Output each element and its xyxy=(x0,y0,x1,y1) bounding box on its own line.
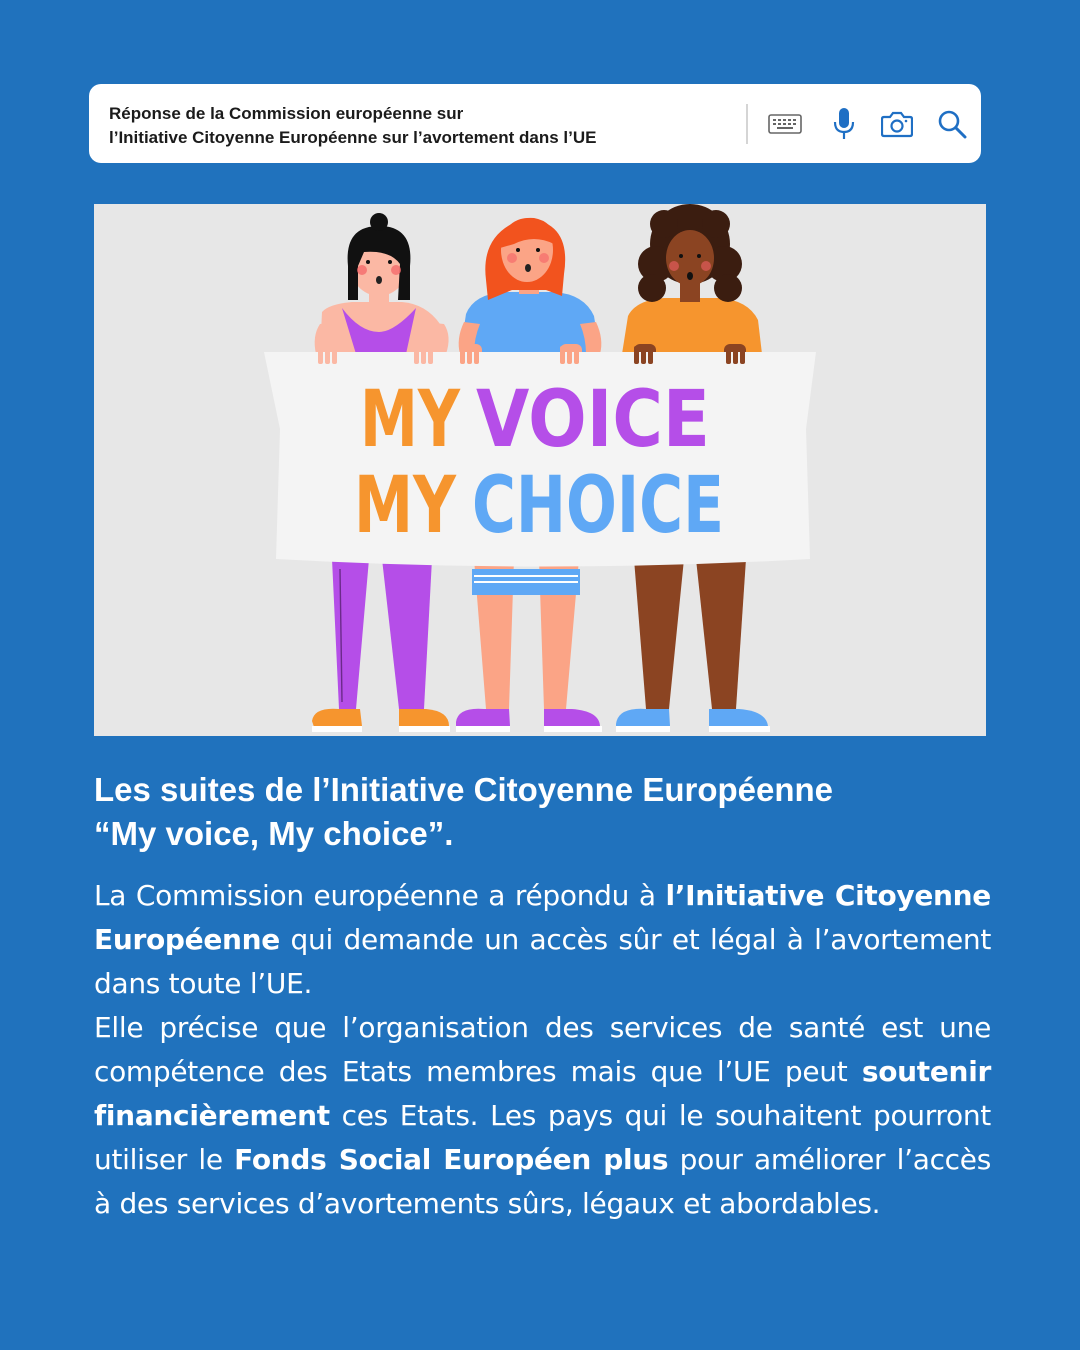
microphone-icon[interactable] xyxy=(829,104,859,144)
sign-text-choice: CHOICE xyxy=(472,461,724,551)
search-icon[interactable] xyxy=(934,104,970,144)
sign-text-my-2: MY xyxy=(354,461,458,551)
search-query-line1: Réponse de la Commission européenne sur xyxy=(109,104,464,123)
body-bold-segment: soutenir financièrement xyxy=(94,1055,991,1132)
search-query-line2: l’Initiative Citoyenne Européenne sur l’avortement dans l’UE xyxy=(109,128,597,147)
camera-icon[interactable] xyxy=(879,104,915,144)
sign-text-voice: VOICE xyxy=(476,375,710,465)
search-query-text[interactable] xyxy=(109,102,734,150)
body-paragraph-2 xyxy=(94,1006,991,1226)
heading-line1: Les suites de l’Initiative Citoyenne Européenne xyxy=(94,771,834,808)
body-bold-segment: l’Initiative Citoyenne Européenne xyxy=(94,879,991,956)
body-text-segment: pour améliorer l’accès à des services d’avortements sûrs, légaux et abordables. xyxy=(94,1143,991,1220)
body-text-segment: ces Etats. Les pays qui le souhaitent pourront utiliser le xyxy=(94,1099,991,1176)
body-text-segment: La Commission européenne a répondu à xyxy=(94,879,666,912)
search-divider xyxy=(746,104,748,144)
body-text-segment: Elle précise que l’organisation des services de santé est une compétence des Etats membres mais que l’UE peut xyxy=(94,1011,991,1088)
protest-illustration-svg xyxy=(94,204,986,736)
sign-text-my-1: MY xyxy=(360,375,462,465)
article-heading xyxy=(94,768,994,856)
protest-illustration xyxy=(94,204,986,736)
keyboard-icon[interactable] xyxy=(764,104,806,144)
body-paragraph-1 xyxy=(94,874,991,1006)
article-body xyxy=(94,874,991,1226)
search-bar[interactable] xyxy=(89,84,981,163)
heading-line2: “My voice, My choice”. xyxy=(94,815,454,852)
body-text-segment: qui demande un accès sûr et légal à l’avortement dans toute l’UE. xyxy=(94,923,991,1000)
body-bold-segment: Fonds Social Européen plus xyxy=(234,1143,669,1176)
